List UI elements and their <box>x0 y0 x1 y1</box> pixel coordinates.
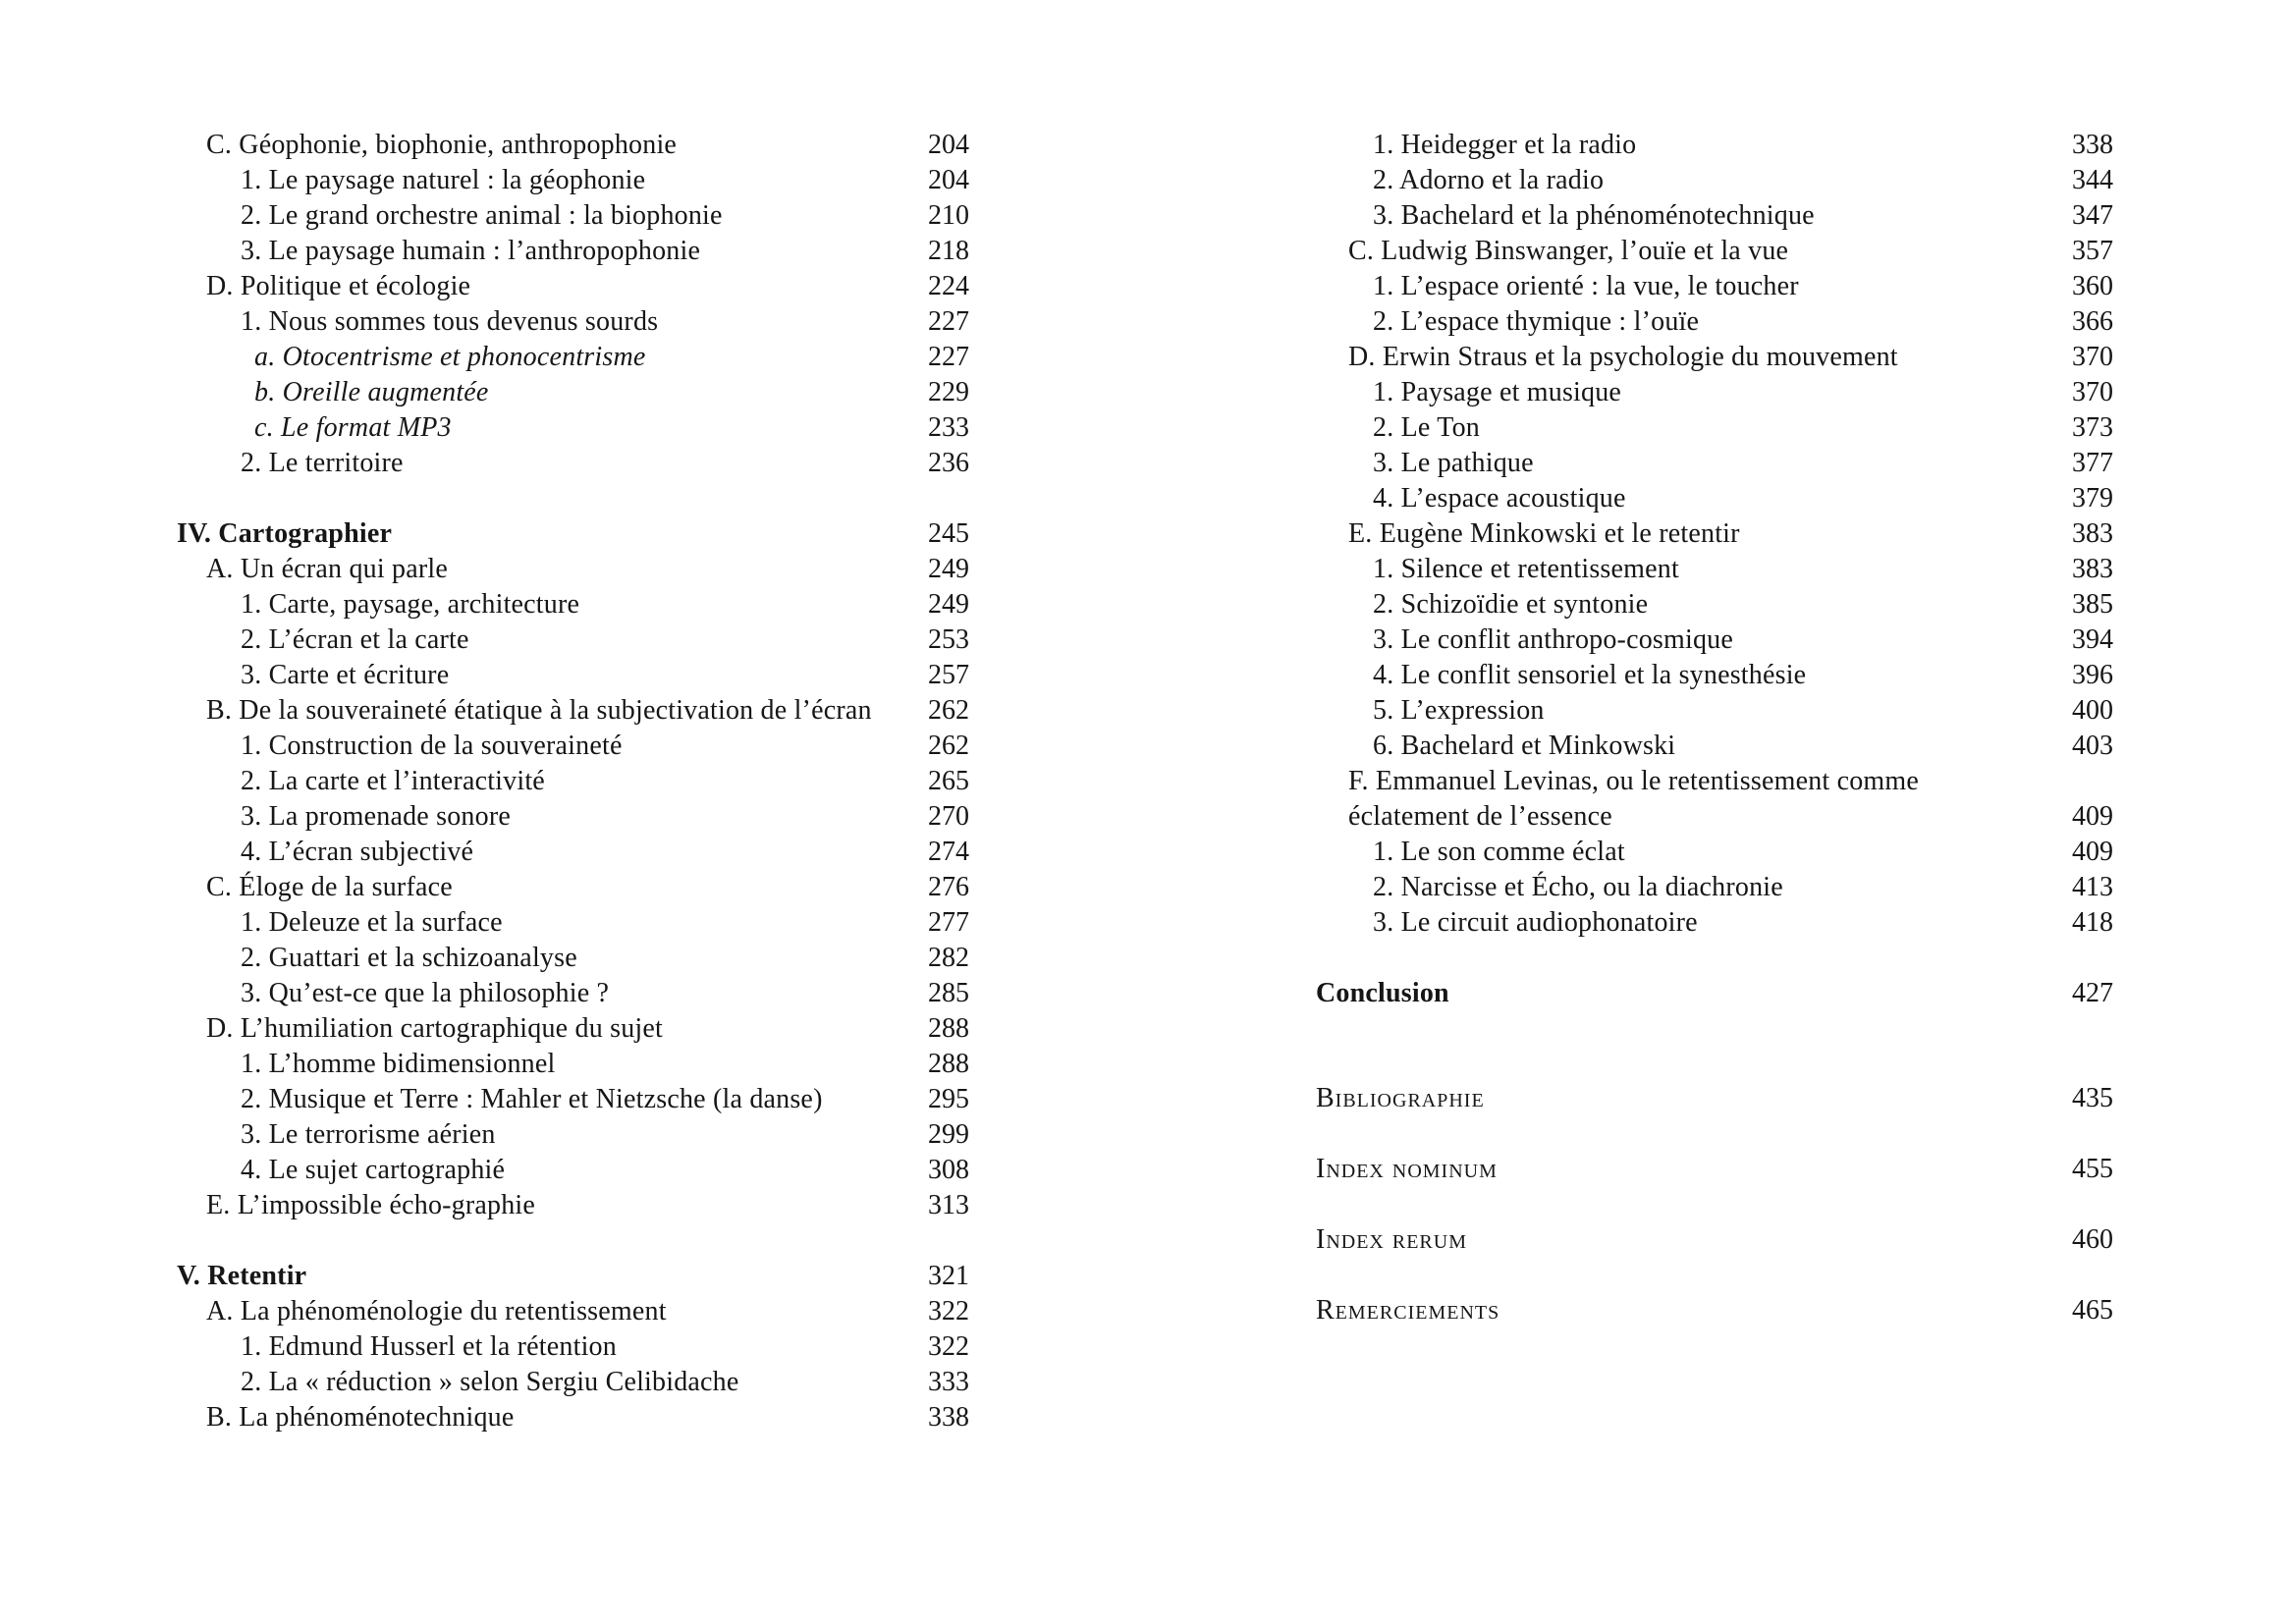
toc-entry-page-number: 249 <box>928 589 969 620</box>
toc-entry-page-number: 427 <box>2072 978 2113 1008</box>
toc-entry <box>1316 658 2113 693</box>
toc-entry <box>1316 163 2113 198</box>
toc-entry <box>177 976 969 1011</box>
toc-entry-page-number: 413 <box>2072 872 2113 902</box>
toc-entry <box>177 163 969 198</box>
toc-entry-title: 1. L’espace orienté : la vue, le toucher <box>1373 271 1799 301</box>
toc-entry-title: 3. La promenade sonore <box>241 801 511 832</box>
toc-entry-title: 1. Nous sommes tous devenus sourds <box>241 306 659 337</box>
toc-entry-title: Index rerum <box>1316 1224 1467 1255</box>
toc-entry-page-number: 295 <box>928 1084 969 1114</box>
toc-entry-page-number: 370 <box>2072 377 2113 407</box>
toc-entry-title: c. Le format MP3 <box>254 412 452 443</box>
toc-entry-title: 3. Le circuit audiophonatoire <box>1373 907 1698 938</box>
toc-entry-title: 2. L’espace thymique : l’ouïe <box>1373 306 1700 337</box>
toc-entry-title: A. Un écran qui parle <box>206 554 448 584</box>
toc-entry-page-number: 274 <box>928 837 969 867</box>
toc-entry <box>1316 446 2113 481</box>
toc-entry <box>177 835 969 870</box>
toc-entry-page-number: 347 <box>2072 200 2113 231</box>
toc-entry-page-number: 403 <box>2072 731 2113 761</box>
toc-entry-page-number: 465 <box>2072 1295 2113 1326</box>
toc-entry <box>177 1365 969 1400</box>
toc-entry <box>1316 552 2113 587</box>
toc-entry-page-number: 262 <box>928 695 969 726</box>
toc-entry-page-number: 455 <box>2072 1154 2113 1184</box>
toc-entry-page-number: 357 <box>2072 236 2113 266</box>
toc-entry <box>177 1117 969 1153</box>
toc-entry-page-number: 338 <box>928 1402 969 1433</box>
toc-entry-page-number: 360 <box>2072 271 2113 301</box>
toc-entry-page-number: 322 <box>928 1331 969 1362</box>
toc-entry <box>1316 905 2113 941</box>
toc-entry-page-number: 321 <box>928 1261 969 1291</box>
toc-entry-page-number: 370 <box>2072 342 2113 372</box>
toc-entry-title: 2. L’écran et la carte <box>241 624 469 655</box>
toc-entry-page-number: 409 <box>2072 837 2113 867</box>
toc-entry-title: Bibliographie <box>1316 1083 1485 1113</box>
toc-entry-page-number: 262 <box>928 731 969 761</box>
toc-entry-page-number: 338 <box>2072 130 2113 160</box>
toc-entry-page-number: 227 <box>928 306 969 337</box>
toc-entry <box>1316 623 2113 658</box>
toc-entry <box>177 234 969 269</box>
toc-entry <box>177 1047 969 1082</box>
toc-entry-page-number: 366 <box>2072 306 2113 337</box>
toc-entry-page-number: 383 <box>2072 518 2113 549</box>
toc-entry-page-number: 233 <box>928 412 969 443</box>
toc-entry-title: E. L’impossible écho-graphie <box>206 1190 536 1220</box>
toc-entry-page-number: 460 <box>2072 1224 2113 1255</box>
toc-entry-page-number: 288 <box>928 1049 969 1079</box>
toc-entry-title: éclatement de l’essence <box>1348 801 1612 832</box>
toc-entry-title: 1. Silence et retentissement <box>1373 554 1679 584</box>
toc-entry <box>177 1153 969 1188</box>
toc-entry-title: 2. Schizoïdie et syntonie <box>1373 589 1649 620</box>
toc-entry-title: 1. L’homme bidimensionnel <box>241 1049 556 1079</box>
toc-entry <box>1316 198 2113 234</box>
toc-entry-title: 1. Carte, paysage, architecture <box>241 589 580 620</box>
toc-entry-title: Conclusion <box>1316 978 1449 1008</box>
toc-entry-title: 1. Deleuze et la surface <box>241 907 503 938</box>
toc-entry-title: 3. Carte et écriture <box>241 660 450 690</box>
toc-entry-page-number: 313 <box>928 1190 969 1220</box>
toc-entry <box>177 799 969 835</box>
toc-entry-title: V. Retentir <box>177 1261 307 1291</box>
toc-entry-page-number: 400 <box>2072 695 2113 726</box>
toc-entry-page-number: 435 <box>2072 1083 2113 1113</box>
toc-entry-title: 2. Adorno et la radio <box>1373 165 1605 195</box>
toc-entry <box>177 552 969 587</box>
toc-entry <box>177 269 969 304</box>
toc-entry <box>177 1294 969 1329</box>
toc-entry <box>177 870 969 905</box>
toc-entry-title: IV. Cartographier <box>177 518 393 549</box>
toc-entry-title: 3. Le pathique <box>1373 448 1534 478</box>
toc-entry-page-number: 276 <box>928 872 969 902</box>
toc-entry-page-number: 409 <box>2072 801 2113 832</box>
toc-entry-page-number: 277 <box>928 907 969 938</box>
toc-entry-title: A. La phénoménologie du retentissement <box>206 1296 667 1326</box>
toc-entry-page-number: 270 <box>928 801 969 832</box>
toc-entry-page-number: 265 <box>928 766 969 796</box>
toc-entry-title: 6. Bachelard et Minkowski <box>1373 731 1676 761</box>
toc-entry <box>177 1400 969 1435</box>
toc-entry-title: B. De la souveraineté étatique à la subjectivation de l’écran <box>206 695 872 726</box>
toc-entry-page-number: 373 <box>2072 412 2113 443</box>
toc-entry-page-number: 377 <box>2072 448 2113 478</box>
toc-entry-title: 1. Heidegger et la radio <box>1373 130 1637 160</box>
toc-entry-page-number: 282 <box>928 943 969 973</box>
toc-column-right <box>1316 128 2113 1328</box>
toc-entry-title: Index nominum <box>1316 1154 1498 1184</box>
toc-entry-title: 3. Le conflit anthropo-cosmique <box>1373 624 1733 655</box>
toc-entry-page-number: 418 <box>2072 907 2113 938</box>
toc-entry <box>1316 410 2113 446</box>
toc-entry-page-number: 383 <box>2072 554 2113 584</box>
toc-entry-title: D. Politique et écologie <box>206 271 471 301</box>
toc-entry-page-number: 285 <box>928 978 969 1008</box>
toc-entry-title: 3. Qu’est-ce que la philosophie ? <box>241 978 610 1008</box>
toc-entry <box>1316 835 2113 870</box>
toc-entry <box>177 198 969 234</box>
toc-entry <box>1316 340 2113 375</box>
toc-entry-page-number: 236 <box>928 448 969 478</box>
toc-entry <box>1316 375 2113 410</box>
toc-entry-title: b. Oreille augmentée <box>254 377 489 407</box>
toc-entry <box>1316 976 2113 1011</box>
toc-entry-title: 3. Le paysage humain : l’anthropophonie <box>241 236 701 266</box>
toc-entry <box>177 729 969 764</box>
toc-entry <box>177 905 969 941</box>
toc-entry <box>1316 128 2113 163</box>
toc-entry <box>177 1082 969 1117</box>
toc-entry <box>177 623 969 658</box>
toc-entry-page-number: 224 <box>928 271 969 301</box>
toc-entry-page-number: 204 <box>928 165 969 195</box>
toc-entry-title: 2. La « réduction » selon Sergiu Celibidache <box>241 1367 739 1397</box>
toc-entry <box>1316 799 2113 835</box>
toc-entry <box>1316 693 2113 729</box>
toc-entry <box>1316 481 2113 516</box>
toc-entry-title: 1. Le paysage naturel : la géophonie <box>241 165 646 195</box>
toc-entry-title: 3. Bachelard et la phénoménotechnique <box>1373 200 1815 231</box>
toc-entry-title: 1. Construction de la souveraineté <box>241 731 623 761</box>
toc-entry <box>177 375 969 410</box>
toc-entry-page-number: 253 <box>928 624 969 655</box>
toc-entry <box>1316 1152 2113 1187</box>
toc-entry-title: 4. L’espace acoustique <box>1373 483 1626 514</box>
toc-entry-page-number: 249 <box>928 554 969 584</box>
toc-entry-page-number: 379 <box>2072 483 2113 514</box>
toc-entry-title: D. Erwin Straus et la psychologie du mouvement <box>1348 342 1898 372</box>
toc-entry-page-number: 396 <box>2072 660 2113 690</box>
toc-entry <box>1316 1222 2113 1258</box>
toc-entry <box>177 764 969 799</box>
toc-entry <box>1316 1293 2113 1328</box>
toc-entry <box>1316 764 2113 799</box>
toc-entry-title: 2. Le territoire <box>241 448 404 478</box>
toc-entry-page-number: 245 <box>928 518 969 549</box>
toc-entry-title: 1. Paysage et musique <box>1373 377 1622 407</box>
toc-entry-title: 4. L’écran subjectivé <box>241 837 474 867</box>
toc-entry-page-number: 227 <box>928 342 969 372</box>
toc-entry-title: 2. Le Ton <box>1373 412 1480 443</box>
toc-entry <box>177 340 969 375</box>
toc-entry-page-number: 218 <box>928 236 969 266</box>
toc-entry-title: C. Géophonie, biophonie, anthropophonie <box>206 130 678 160</box>
toc-entry-title: 2. Le grand orchestre animal : la biophonie <box>241 200 723 231</box>
toc-entry-page-number: 204 <box>928 130 969 160</box>
toc-entry-page-number: 322 <box>928 1296 969 1326</box>
toc-entry <box>1316 234 2113 269</box>
toc-entry-title: a. Otocentrisme et phonocentrisme <box>254 342 646 372</box>
toc-entry <box>177 1329 969 1365</box>
toc-entry <box>177 658 969 693</box>
toc-entry-page-number: 333 <box>928 1367 969 1397</box>
toc-entry <box>1316 587 2113 623</box>
toc-entry-title: 1. Edmund Husserl et la rétention <box>241 1331 617 1362</box>
toc-entry <box>1316 729 2113 764</box>
toc-entry-title: 3. Le terrorisme aérien <box>241 1119 496 1150</box>
toc-entry <box>177 1011 969 1047</box>
toc-entry <box>177 1259 969 1294</box>
toc-entry <box>177 128 969 163</box>
toc-entry-title: Remerciements <box>1316 1295 1500 1326</box>
toc-entry-page-number: 385 <box>2072 589 2113 620</box>
toc-entry <box>177 1188 969 1223</box>
toc-entry <box>177 941 969 976</box>
toc-entry <box>1316 304 2113 340</box>
toc-column-left <box>177 128 969 1435</box>
toc-entry-title: 2. La carte et l’interactivité <box>241 766 545 796</box>
toc-entry-title: 2. Guattari et la schizoanalyse <box>241 943 577 973</box>
toc-entry <box>177 446 969 481</box>
toc-entry-title: F. Emmanuel Levinas, ou le retentissement comme <box>1348 766 1920 796</box>
toc-entry-title: 2. Musique et Terre : Mahler et Nietzsche (la danse) <box>241 1084 823 1114</box>
toc-entry-page-number: 288 <box>928 1013 969 1044</box>
toc-entry-page-number: 394 <box>2072 624 2113 655</box>
toc-entry-title: E. Eugène Minkowski et le retentir <box>1348 518 1740 549</box>
toc-entry-title: 5. L’expression <box>1373 695 1545 726</box>
toc-entry-page-number: 299 <box>928 1119 969 1150</box>
toc-entry-page-number: 344 <box>2072 165 2113 195</box>
toc-entry-title: 4. Le sujet cartographié <box>241 1155 506 1185</box>
toc-entry <box>177 587 969 623</box>
toc-entry <box>1316 516 2113 552</box>
toc-entry-title: B. La phénoménotechnique <box>206 1402 515 1433</box>
toc-entry-title: 2. Narcisse et Écho, ou la diachronie <box>1373 872 1783 902</box>
toc-entry <box>177 410 969 446</box>
toc-entry <box>177 516 969 552</box>
toc-entry <box>1316 269 2113 304</box>
toc-entry-page-number: 308 <box>928 1155 969 1185</box>
toc-entry-page-number: 210 <box>928 200 969 231</box>
toc-entry <box>1316 1081 2113 1116</box>
toc-entry-page-number: 257 <box>928 660 969 690</box>
toc-entry-title: 4. Le conflit sensoriel et la synesthésie <box>1373 660 1807 690</box>
toc-entry <box>1316 870 2113 905</box>
toc-entry-title: C. Éloge de la surface <box>206 872 453 902</box>
toc-entry-title: C. Ludwig Binswanger, l’ouïe et la vue <box>1348 236 1789 266</box>
toc-entry-title: D. L’humiliation cartographique du sujet <box>206 1013 663 1044</box>
toc-entry <box>177 304 969 340</box>
toc-entry <box>177 693 969 729</box>
toc-entry-title: 1. Le son comme éclat <box>1373 837 1625 867</box>
toc-entry-page-number: 229 <box>928 377 969 407</box>
